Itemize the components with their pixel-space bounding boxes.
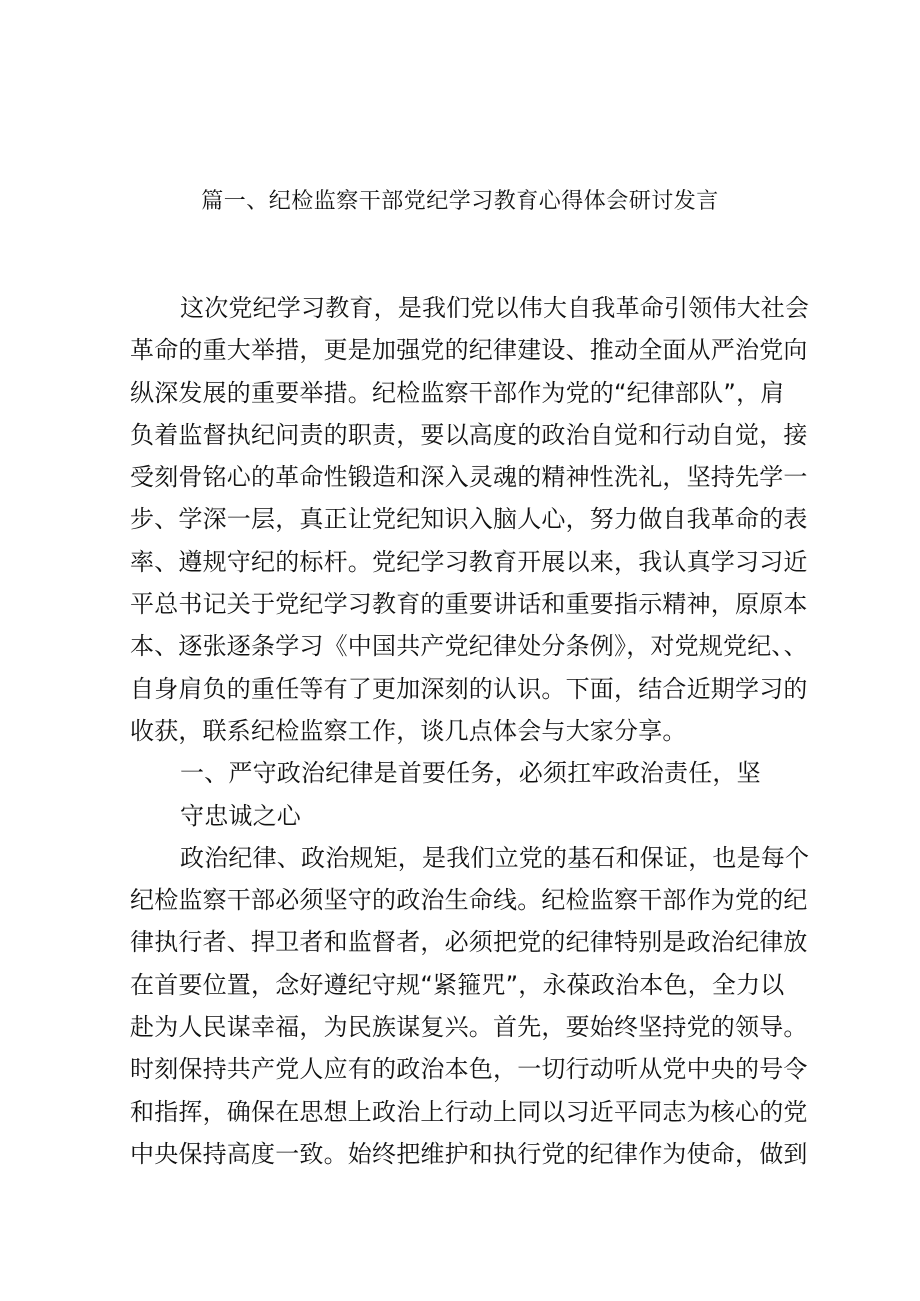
paragraph-line: 受刻骨铭心的革命性锻造和深入灵魂的精神性洗礼，坚持先学一: [130, 463, 808, 492]
paragraph-line: 纪检监察干部必须坚守的政治生命线。纪检监察干部作为党的纪: [130, 886, 808, 915]
paragraph-line: 在首要位置，念好遵纪守规“紧箍咒”，永葆政治本色，全力以: [130, 970, 785, 999]
paragraph-line: 赴为人民谋幸福，为民族谋复兴。首先，要始终坚持党的领导。: [130, 1013, 808, 1042]
paragraph-line: 本、逐张逐条学习《中国共产党纪律处分条例》，对党规党纪、、: [130, 632, 808, 661]
paragraph-line: 自身肩负的重任等有了更加深刻的认识。下面，结合近期学习的: [130, 674, 808, 703]
paragraph-line: 步、学深一层，真正让党纪知识入脑人心，努力做自我革命的表: [130, 505, 808, 534]
paragraph-line: 负着监督执纪问责的职责，要以高度的政治自觉和行动自觉，接: [130, 420, 808, 449]
paragraph-line: 纵深发展的重要举措。纪检监察干部作为党的“纪律部队”，肩: [130, 378, 785, 407]
paragraph-line: 率、遵规守纪的标杆。党纪学习教育开展以来，我认真学习习近: [130, 547, 808, 576]
section-heading-line: 一、严守政治纪律是首要任务，必须扛牢政治责任，坚: [180, 759, 761, 788]
paragraph-line: 收获，联系纪检监察工作，谈几点体会与大家分享。: [130, 716, 687, 745]
paragraph-line: 革命的重大举措，更是加强党的纪律建设、推动全面从严治党向: [130, 336, 808, 365]
paragraph-line: 时刻保持共产党人应有的政治本色，一切行动听从党中央的号令: [130, 1055, 808, 1084]
paragraph-line: 政治纪律、政治规矩，是我们立党的基石和保证，也是每个: [180, 843, 810, 872]
paragraph-line: 这次党纪学习教育，是我们党以伟大自我革命引领伟大社会: [180, 294, 810, 322]
paragraph-line: 和指挥，确保在思想上政治上行动上同以习近平同志为核心的党: [130, 1097, 808, 1126]
paragraph-line: 中央保持高度一致。始终把维护和执行党的纪律作为使命，做到: [130, 1139, 808, 1168]
document-body: [130, 287, 810, 1175]
section-heading-line: 守忠诚之心: [180, 801, 301, 830]
paragraph-line: 律执行者、捍卫者和监督者，必须把党的纪律特别是政治纪律放: [130, 928, 808, 957]
document-title: 篇一、纪检监察干部党纪学习教育心得体会研讨发言: [201, 189, 719, 214]
paragraph-line: 平总书记关于党纪学习教育的重要讲话和重要指示精神，原原本: [130, 590, 808, 619]
